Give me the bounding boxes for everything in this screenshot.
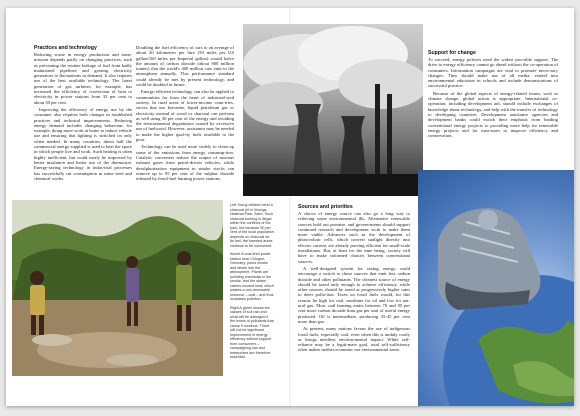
heading-support: Support for change — [428, 50, 476, 56]
caption-above: Above A coal-fired power station near Cologne, Germany, pours smoke and steam into the atmosphere. Plants are polluting chemicals in the smoke, and the steam carries unused heat, which wastes a non-renewable resource – coal – and thus increases pollution. — [230, 252, 274, 301]
shoe-globe-illustration — [418, 170, 574, 406]
children-charcoal-photo — [12, 200, 223, 376]
shoe-globe-photo — [418, 170, 574, 406]
paragraph: Doubling the fuel efficiency of cars to an average of about 20 kilometres per litre (50 miles per US gallon/160 miles per Imperial gallon) would halve the amount of carbon dioxide (about 900 million tonnes) that the world's 400 million cars emit to the atmosphere annually. This performance standard could already be met by present technology, and could be doubled in future. — [136, 45, 234, 88]
magazine-spread — [6, 8, 574, 406]
photo-captions — [230, 203, 274, 403]
power-station-illustration — [243, 24, 423, 196]
paragraph: To succeed, energy policies need the widest pos-sible support. The drive to energy efficiency cannot go ahead without the co-operation of consumers. Information campaigns are vital to promote neces-sary changes. They should make use of all media, extend into environmental education in schools and include demonstrations of successful practice. — [428, 57, 558, 89]
paragraph: Improving the efficiency of energy use by the consumer also requires both changes in established practices and technical improvements. Reducing energy demand includes changing behaviour, for example, doing more work at home to reduce vehicle use and ensuring that lighting is switched on only when needed. In many countries, about half the commercial energy supplied is used to heat the space in which people live and work. Such heating is often highly inefficient, but could easily be improved by better insulation and better use of the thermostat. Energy-saving technology in indus-trial processes has successfully cut consumption in some steel and chemical works. — [34, 106, 132, 181]
paragraph: Reducing waste in energy production and trans-mission depends partly on changing practices, such as preventing the routine leakage of fuel from badly maintained pipelines and gearing electricity generators to fluctuations in demand. It also requires use of the best available technology. The latest generation of gas turbines, for example, has increased the efficiency of conversion of heat to electricity in power stations from 33 per cent to about 50 per cent. — [34, 52, 132, 105]
power-station-photo — [243, 24, 423, 196]
column-fuel-efficiency — [136, 45, 234, 203]
paragraph: At present, many nations favour the use of indigenous fossil fuels, especially coal, even when this is unduly costly or brings needless environ-mental impact. While self-reliance may be a legiti-mate goal, total self-sufficiency often makes neither economic nor environmental sense. — [298, 326, 410, 353]
paragraph: A choice of energy source can also go a long way to relieving some environmental ills. Alternative renewable sources hold out promise, and govern-ments should support continued research and development work to make them more viable. Advances such as the development of photovoltaic cells, which convert sunlight directly into electric current, are already proving efficient for small-scale installations. But, at least for the time being, society will have to make informed choices between conventional sources. — [298, 211, 410, 264]
heading-practices: Practices and technology — [34, 45, 97, 51]
paragraph: Energy-efficient technology can also be applied to communities far from the heart of industrial-ized society. In rural areas of lower-income coun-tries, stoves that use kerosene, liquid petroleum gas or electricity instead of wood or charcoal can perform as well using 30 per cent of the energy and avoiding the environmental degradation caused by excessive use of fuelwood. However, assistance may be needed to make the higher qual-ity fuels available to the poor. — [136, 89, 234, 143]
caption-right: Right A green shows the causes of soil rain and what will be damaged if the levels of pollutants that cause it continue. There will not be significant improvement in energy efficiency without support from consumers – campaigning can and enterprises are therefore essential. — [230, 305, 274, 359]
paragraph: A well-designed system for taxing energy could encourage a switch to those sources that emit less carbon dioxide and other pollutants. The cleanest source of energy should be taxed only enough to achieve efficiency, while other sources should be taxed at progressively higher rates to deter pollu-tion. Taxes on fossil fuels would, for this reason, be high for coal, moderate for oil and low for nat-ural gas. Most coal burning emits between 70 and 95 per cent more carbon dioxide than gas per unit of useful energy produced. Oil is intermediate, producing 35-45 per cent more than gas. — [298, 265, 410, 324]
paragraph: Technology can be used more widely to clean up some of the emissions from energy consump-tion. Catalytic converters reduce the output of noxious exhaust gases from petrol-driven vehicles, while desulphurization equipment in smoke stacks can remove up to 95 per cent of the sulphur dioxide released by fossil-fuel burning power stations. — [136, 144, 234, 182]
children-scene-illustration — [12, 200, 223, 376]
column-support-for-change — [428, 50, 558, 168]
paragraph: Because of the global aspects of energy-related issues, such as climate change, global action is appropriate. International co-operation, including development aid, should include exchanges of knowledge about technology, and help with the transfer of technology to developing countries. Development assistance agencies and development banks could switch their emphasis from funding conventional energy projects to providing more help for renewable energy projects and for mea-sures to improve efficiency and conservation. — [428, 90, 558, 139]
column-sources-priorities — [298, 204, 410, 402]
caption-left: Left Young children tend a charcoal pit in Virunga National Park, Zaire, Such charcoal burning is illegal within the confines of the park, but because 50 per cent of the local population depends on charcoal for its fuel, the forested areas continue to be consumed. — [230, 203, 274, 248]
heading-sources: Sources and priorities — [298, 204, 353, 210]
column-practices — [34, 45, 132, 193]
